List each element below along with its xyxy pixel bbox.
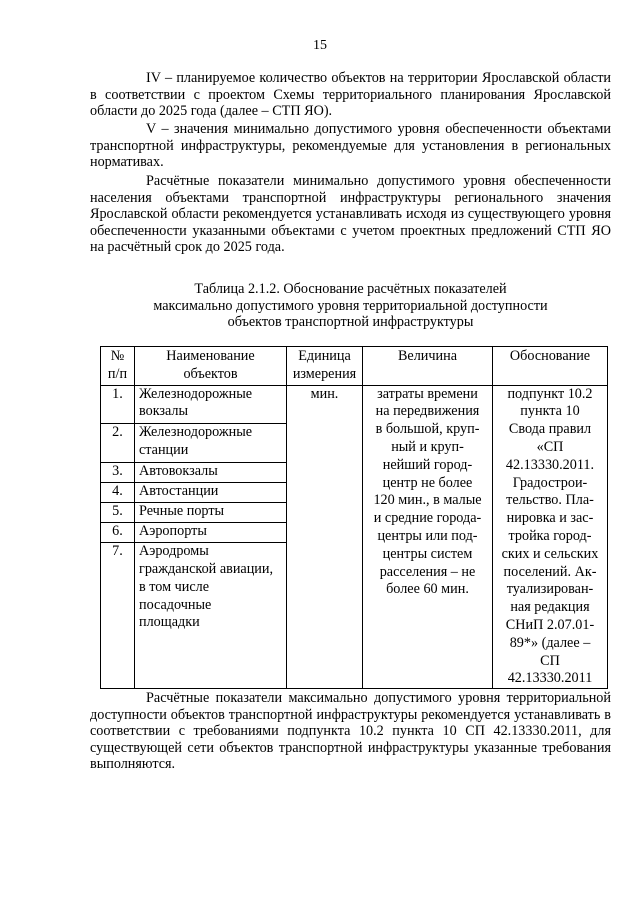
- table-row: [101, 385, 608, 424]
- row-num: 1.: [101, 385, 135, 424]
- row-name: Железнодорожные вокзалы: [135, 385, 287, 424]
- table-header-row: [101, 347, 608, 386]
- header-unit: Единица измерения: [287, 347, 363, 386]
- header-value: Величина: [363, 347, 493, 386]
- page-number: 15: [313, 38, 327, 53]
- row-num: 5.: [101, 503, 135, 523]
- header-name: Наименование объектов: [135, 347, 287, 386]
- caption-line: объектов транспортной инфраструктуры: [227, 314, 474, 331]
- row-num: 7.: [101, 543, 135, 689]
- row-name: Речные порты: [135, 503, 287, 523]
- paragraph-max-accessibility: Расчётные показатели максимально допустимого уровня территориальной доступности объектов транспортной инфраструктуры рекомендуется устанавливать в соответствии с требованиями подпункта 10.2 пункта 10 СП 42.13330.2011, для существующей сети объектов транспортной инфраструктуры указанные требования выполняются.: [90, 690, 611, 773]
- row-num: 6.: [101, 523, 135, 543]
- paragraph-iv: IV – планируемое количество объектов на территории Ярославской области в соответствии с проектом Схемы территориального планирования Ярославской области до 2025 года (далее – СТП ЯО).: [90, 70, 611, 120]
- header-num: № п/п: [101, 347, 135, 386]
- row-num: 3.: [101, 463, 135, 483]
- row-name: Аэропорты: [135, 523, 287, 543]
- unit-cell: мин.: [287, 385, 363, 689]
- row-name: Автовокзалы: [135, 463, 287, 483]
- caption-line: максимально допустимого уровня территориальной доступности: [153, 297, 548, 314]
- value-cell: затраты времени на передвижения в большой, круп- ный и круп- нейший город- центр не более 120 мин., в малые и средние города- центры или под- центры систем расселения – не более 60 мин.: [363, 385, 493, 689]
- row-num: 4.: [101, 483, 135, 503]
- row-name: Железнодорожные станции: [135, 424, 287, 463]
- header-basis: Обоснование: [493, 347, 608, 386]
- paragraph-min-level: Расчётные показатели минимально допустимого уровня обеспеченности населения объектами транспортной инфраструктуры регионального значения Ярославской области рекомендуется устанавливать исходя из существующего уровня обеспеченности указанными объектами с учетом проектных предложений СТП ЯО на расчётный срок до 2025 года.: [90, 173, 611, 256]
- row-name: Аэродромы гражданской авиации, в том числе посадочные площадки: [135, 543, 287, 689]
- justification-table: [100, 346, 608, 689]
- caption-line: Таблица 2.1.2. Обоснование расчётных показателей: [194, 281, 507, 297]
- paragraph-v: V – значения минимально допустимого уровня обеспеченности объектами транспортной инфраструктуры, рекомендуемые для установления в региональных нормативах.: [90, 121, 611, 171]
- row-num: 2.: [101, 424, 135, 463]
- table-caption: [90, 281, 611, 331]
- basis-cell: подпункт 10.2 пункта 10 Свода правил «СП 42.13330.2011. Градострои- тельство. Пла- нировка и зас- тройка город- ских и сельских поселений. Ак- туализирован- ная редакция СНиП 2.07.01- 89*» (далее – СП 42.13330.2011: [493, 385, 608, 689]
- row-name: Автостанции: [135, 483, 287, 503]
